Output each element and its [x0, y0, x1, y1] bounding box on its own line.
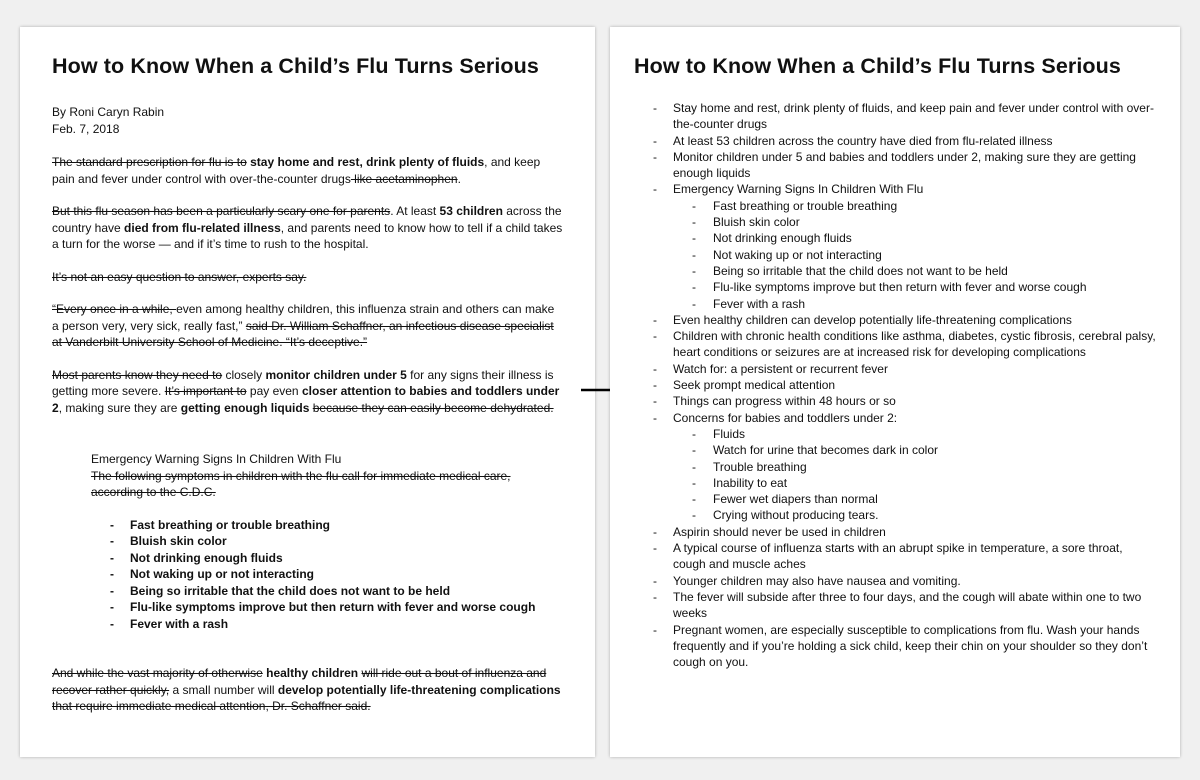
- text-run: even among healthy children, this influenza strain and others can make a person very, very sick, really fast,”: [52, 302, 555, 333]
- text-run: a small number will: [169, 682, 278, 697]
- dash-bullet: -: [653, 573, 657, 588]
- summary-item: [634, 622, 1156, 671]
- item-text: Concerns for babies and toddlers under 2:: [673, 410, 898, 425]
- dash-bullet: -: [692, 215, 696, 230]
- dash-bullet: -: [692, 263, 696, 278]
- summary-item: [634, 393, 1156, 409]
- text-run: 53 children: [439, 204, 503, 218]
- emergency-warning-box: [91, 451, 563, 632]
- text-run: monitor children under 5: [265, 367, 407, 382]
- dash-bullet: -: [653, 410, 657, 425]
- article-title: How to Know When a Child’s Flu Turns Serious: [52, 54, 539, 78]
- item-text: Younger children may also have nausea and vomiting.: [673, 573, 961, 588]
- text-run: , and keep pain and fever under control with over-the-counter drugs: [52, 155, 541, 186]
- summary-subitem: [634, 247, 1156, 263]
- original-article-page: [20, 27, 595, 757]
- summary-subitem: [634, 426, 1156, 442]
- item-text: Seek prompt medical attention: [673, 378, 836, 393]
- emergency-sign-item: [110, 517, 563, 534]
- dash-bullet: -: [653, 524, 657, 539]
- summary-subitem: [634, 475, 1156, 491]
- summary-subitem: [634, 459, 1156, 475]
- item-text: Flu-like symptoms improve but then return with fever and worse cough: [713, 280, 1087, 295]
- summary-subitem: [634, 263, 1156, 279]
- item-text: Being so irritable that the child does not want to be held: [130, 583, 451, 598]
- item-text: Being so irritable that the child does not want to be held: [713, 263, 1008, 278]
- paragraph-3: [52, 269, 563, 286]
- summary-item: [634, 524, 1156, 540]
- dash-bullet: -: [110, 534, 114, 548]
- dash-bullet: -: [653, 361, 657, 376]
- item-text: Not drinking enough fluids: [713, 231, 852, 246]
- emergency-sign-item: [110, 599, 563, 616]
- item-text: The fever will subside after three to four days, and the cough will abate within one to two weeks: [673, 589, 1142, 621]
- summary-item: [634, 573, 1156, 589]
- emergency-sign-item: [110, 616, 563, 633]
- paragraph-1: [52, 154, 563, 187]
- item-text: Monitor children under 5 and babies and toddlers under 2, making sure they are getting enough liquids: [673, 149, 1136, 181]
- text-run: will ride out a bout of influenza and recover rather quickly,: [52, 666, 547, 697]
- item-text: Crying without producing tears.: [713, 508, 879, 523]
- summary-subitem: [634, 230, 1156, 246]
- item-text: Even healthy children can develop potentially life-threatening complications: [673, 312, 1072, 327]
- dash-bullet: -: [692, 508, 696, 523]
- emergency-sign-item: [110, 550, 563, 567]
- summary-subitem: [634, 279, 1156, 295]
- text-run: closer attention to babies and toddlers under 2: [52, 384, 560, 415]
- item-text: Trouble breathing: [713, 459, 807, 474]
- item-text: Fast breathing or trouble breathing: [130, 517, 331, 532]
- summary-title: How to Know When a Child’s Flu Turns Serious: [634, 54, 1121, 78]
- summary-subitem: [634, 442, 1156, 458]
- emergency-sign-item: [110, 566, 563, 583]
- summary-subitem: [634, 214, 1156, 230]
- summary-item: [634, 540, 1156, 573]
- summary-item: [634, 410, 1156, 426]
- item-text: Fast breathing or trouble breathing: [713, 198, 898, 213]
- text-run: closely: [222, 367, 266, 382]
- dash-bullet: -: [653, 149, 657, 164]
- summary-item: [634, 589, 1156, 622]
- text-run: .: [457, 171, 461, 186]
- item-text: Fever with a rash: [713, 296, 806, 311]
- summary-item: [634, 377, 1156, 393]
- dash-bullet: -: [653, 182, 657, 197]
- dash-bullet: -: [692, 426, 696, 441]
- summary-item: [634, 149, 1156, 182]
- dash-bullet: -: [692, 247, 696, 262]
- dash-bullet: -: [653, 589, 657, 604]
- summary-subitem: [634, 198, 1156, 214]
- dash-bullet: -: [110, 583, 114, 598]
- text-run: across the country have: [52, 204, 562, 235]
- item-text: Aspirin should never be used in children: [673, 524, 886, 539]
- dash-bullet: -: [653, 133, 657, 148]
- emergency-sign-item: [110, 583, 563, 600]
- text-run: died from flu-related illness: [124, 220, 281, 235]
- summary-subitem: [634, 491, 1156, 507]
- item-text: Fewer wet diapers than normal: [713, 492, 878, 507]
- dash-bullet: -: [653, 329, 657, 344]
- dash-bullet: -: [692, 280, 696, 295]
- text-run: “Every once in a while,: [52, 302, 177, 316]
- item-text: Things can progress within 48 hours or so: [673, 394, 896, 409]
- byline: By Roni Caryn Rabin: [52, 105, 165, 119]
- item-text: Fever with a rash: [130, 616, 229, 631]
- summary-item: [634, 181, 1156, 197]
- dash-bullet: -: [653, 622, 657, 637]
- dash-bullet: -: [653, 101, 657, 115]
- dash-bullet: -: [692, 443, 696, 458]
- text-run: But this flu season has been a particularly scary one for parents: [52, 204, 391, 218]
- item-text: Not waking up or not interacting: [130, 567, 314, 581]
- item-text: Watch for urine that becomes dark in color: [713, 443, 938, 458]
- article-meta: [52, 104, 563, 137]
- dash-bullet: -: [110, 600, 114, 614]
- dash-bullet: -: [692, 459, 696, 474]
- text-run: because they can easily become dehydrated.: [312, 400, 554, 415]
- text-run: Most parents know they need to: [52, 367, 223, 382]
- dash-bullet: -: [692, 231, 696, 246]
- date: Feb. 7, 2018: [52, 121, 120, 136]
- dash-bullet: -: [110, 550, 114, 565]
- dash-bullet: -: [110, 517, 114, 532]
- dash-bullet: -: [653, 378, 657, 393]
- emergency-warning-title: Emergency Warning Signs In Children With Flu: [91, 452, 342, 466]
- summary-item: [634, 361, 1156, 377]
- item-text: Bluish skin color: [130, 534, 227, 548]
- dash-bullet: -: [692, 492, 696, 507]
- item-text: A typical course of influenza starts with an abrupt spike in temperature, a sore throat, cough and muscle aches: [673, 541, 1123, 572]
- summary-subitem: [634, 296, 1156, 312]
- summary-subitem: [634, 507, 1156, 523]
- text-run: develop potentially life-threatening complications: [277, 682, 561, 697]
- text-run: pay even: [246, 384, 302, 398]
- dash-bullet: -: [110, 616, 114, 631]
- text-run: getting enough liquids: [180, 400, 310, 415]
- text-run: that require immediate medical attention, Dr. Schaffner said.: [52, 699, 371, 713]
- dash-bullet: -: [653, 312, 657, 327]
- item-text: Inability to eat: [713, 475, 788, 490]
- paragraph-4: [52, 301, 563, 351]
- text-run: stay home and rest, drink plenty of fluids: [250, 155, 485, 169]
- text-run: The standard prescription for flu is to: [52, 155, 247, 169]
- item-text: Not drinking enough fluids: [130, 550, 283, 565]
- item-text: Pregnant women, are especially susceptible to complications from flu. Wash your hands frequently and if you’re holding a sick child, keep their chin on your shoulder so they don’t cough on you.: [673, 622, 1148, 670]
- emergency-warning-subtitle: The following symptoms in children with the flu call for immediate medical care, according to the C.D.C.: [91, 468, 511, 499]
- dash-bullet: -: [653, 541, 657, 556]
- dash-bullet: -: [692, 296, 696, 311]
- dash-bullet: -: [692, 198, 696, 213]
- text-run: like acetaminophen: [350, 171, 458, 186]
- emergency-warning-list: [110, 517, 563, 633]
- summary-list: [634, 100, 1156, 670]
- text-run: And while the vast majority of otherwise: [52, 666, 263, 680]
- text-run: It’s important to: [164, 384, 247, 398]
- text-run: said Dr. William Schaffner, an infectious disease specialist at Vanderbilt University School of Medicine. “It’s deceptive.”: [52, 318, 554, 349]
- item-text: Watch for: a persistent or recurrent fever: [673, 361, 888, 376]
- item-text: Flu-like symptoms improve but then return with fever and worse cough: [130, 600, 536, 614]
- item-text: Children with chronic health conditions like asthma, diabetes, cystic fibrosis, cerebral palsy, heart conditions or seizures are at increased risk for developing complications: [673, 329, 1156, 360]
- summary-item: [634, 133, 1156, 149]
- text-run: It’s not an easy question to answer, experts say.: [52, 269, 307, 284]
- text-run: healthy children: [266, 666, 359, 680]
- paragraph-6: [52, 665, 563, 715]
- paragraph-5: [52, 367, 563, 417]
- summary-page: [610, 27, 1180, 757]
- summary-item: [634, 328, 1156, 361]
- paragraph-2: [52, 203, 563, 253]
- item-text: Not waking up or not interacting: [713, 247, 882, 262]
- summary-item: [634, 100, 1156, 133]
- summary-item: [634, 312, 1156, 328]
- dash-bullet: -: [692, 475, 696, 490]
- text-run: , making sure they are: [58, 400, 181, 415]
- dash-bullet: -: [110, 567, 114, 581]
- item-text: Bluish skin color: [713, 215, 800, 230]
- item-text: Fluids: [713, 426, 746, 441]
- item-text: At least 53 children across the country have died from flu-related illness: [673, 133, 1053, 148]
- item-text: Stay home and rest, drink plenty of fluids, and keep pain and fever under control with over-the-counter drugs: [673, 101, 1154, 132]
- text-run: . At least: [390, 204, 440, 218]
- item-text: Emergency Warning Signs In Children With Flu: [673, 182, 924, 197]
- text-run: for any signs their illness is getting more severe.: [52, 367, 554, 398]
- text-run: , and parents need to know how to tell if a child takes a turn for the worse — and if it’s time to rush to the hospital.: [52, 220, 563, 251]
- emergency-sign-item: [110, 533, 563, 550]
- dash-bullet: -: [653, 394, 657, 409]
